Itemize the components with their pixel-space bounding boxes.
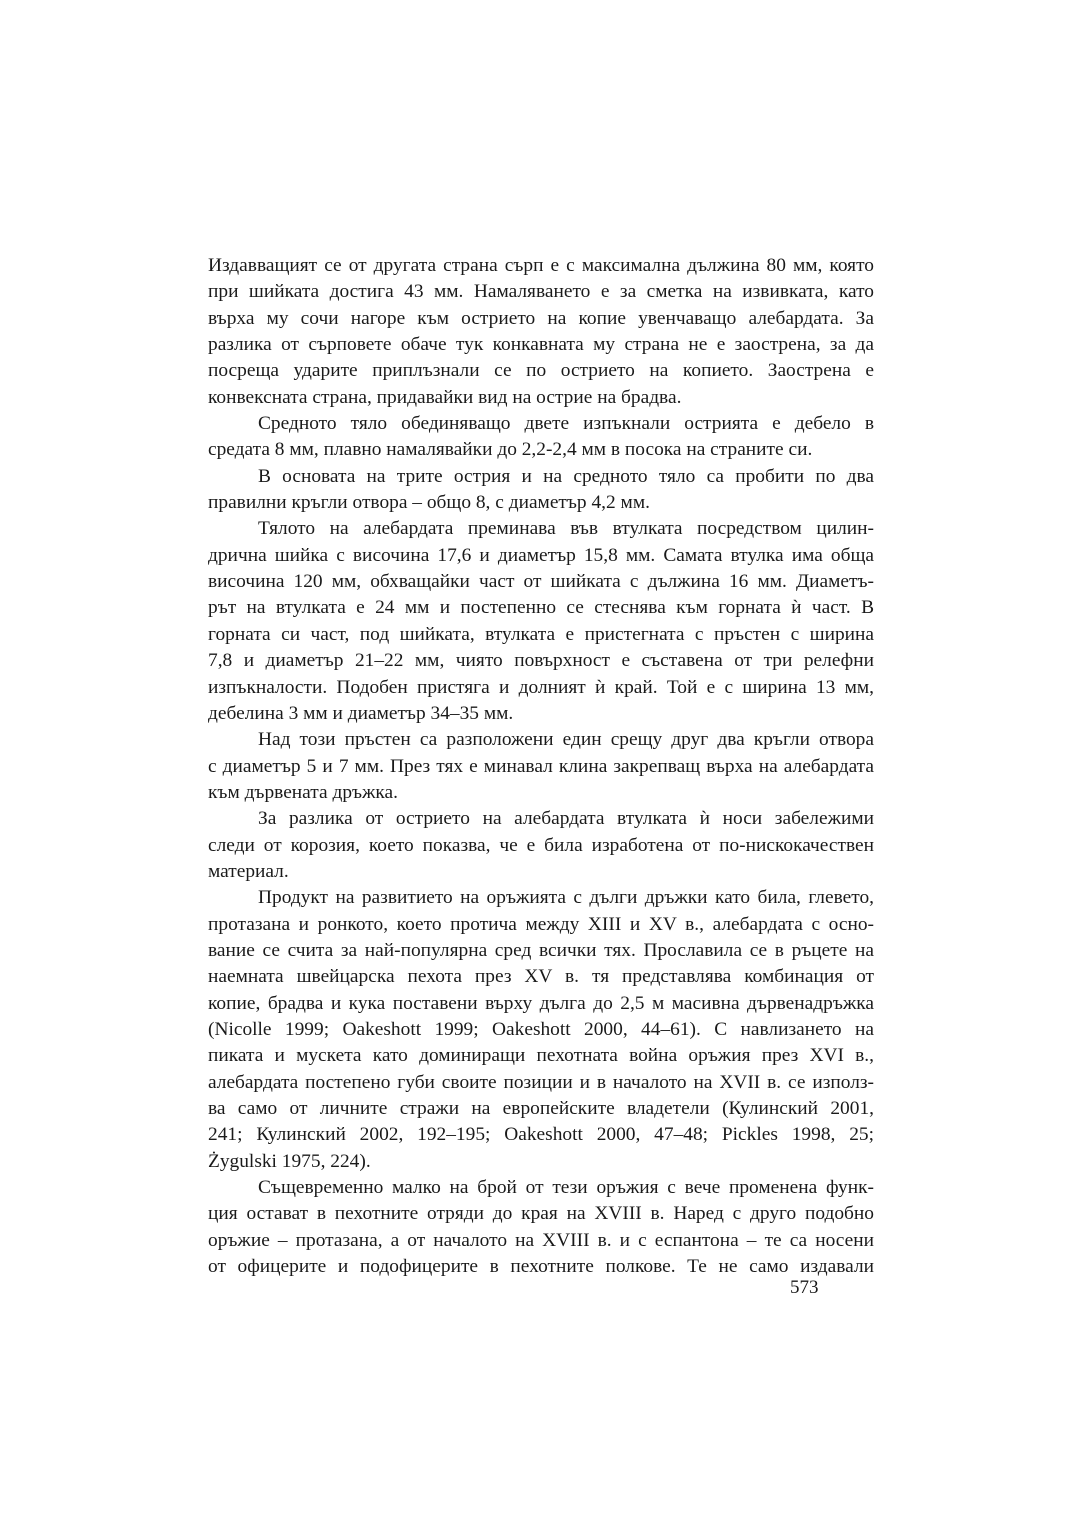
paragraph-3 bbox=[208, 464, 874, 517]
body-text bbox=[208, 253, 874, 1280]
text-line: рът на втулката е 24 мм и постепенно се стеснява към горната ѝ част. В bbox=[208, 597, 874, 619]
text-line: посреща ударите приплъзнали се по острието на копието. Заострена е bbox=[208, 360, 874, 382]
text-line: дрична шийка с височина 17,6 и диаметър 15,8 мм. Самата втулка има обща bbox=[208, 544, 874, 566]
text-line: Средното тяло обединяващо двете изпъкнали острията е дебело в bbox=[258, 413, 874, 435]
text-line: 241; Кулинский 2002, 192–195; Oakeshott 2000, 47–48; Pickles 1998, 25; bbox=[208, 1124, 874, 1146]
text-line: разлика от сърповете обаче тук конкавната му страна не е заострена, за да bbox=[208, 334, 874, 356]
text-line: (Nicolle 1999; Oakeshott 1999; Oakeshott 2000, 44–61). С навлизането на bbox=[208, 1018, 874, 1040]
text-line: наемната швейцарска пехота през XV в. тя представлява комбинация от bbox=[208, 966, 874, 988]
text-line: средата 8 мм, плавно намалявайки до 2,2-2,4 мм в посока на страните си. bbox=[208, 439, 813, 461]
paragraph-5 bbox=[208, 727, 874, 806]
text-line: върха му сочи нагоре към острието на копие увенчаващо алебардата. За bbox=[208, 307, 874, 329]
text-line: ва само от личните стражи на европейските владетели (Кулинский 2001, bbox=[208, 1098, 874, 1119]
paragraph-6 bbox=[208, 806, 874, 885]
text-line: алебардата постепено губи своите позиции и в началото на XVII в. се използ- bbox=[208, 1071, 874, 1093]
paragraph-7 bbox=[208, 885, 874, 1175]
paragraph-2 bbox=[208, 411, 874, 464]
text-line: горната си част, под шийката, втулката е пристегната с пръстен с ширина bbox=[208, 623, 874, 645]
text-line: копие, брадва и кука поставени върху дълга до 2,5 м масивна дървенадръжка bbox=[208, 992, 874, 1014]
text-line: Тялото на алебардата преминава във втулката посредством цилин- bbox=[258, 518, 874, 540]
text-line: Издавващият се от другата страна сърп е с максимална дължина 80 мм, която bbox=[208, 255, 874, 276]
text-line: от офицерите и подофицерите в пехотните полкове. Те не само издавали bbox=[208, 1256, 874, 1278]
text-line: дебелина 3 мм и диаметър 34–35 мм. bbox=[208, 702, 514, 724]
text-line: височина 120 мм, обхващайки част от шийката с дължина 16 мм. Диаметъ- bbox=[208, 571, 874, 593]
text-line: изпъкналости. Подобен пристяга и долният ѝ край. Той е с ширина 13 мм, bbox=[208, 676, 874, 698]
paragraph-4 bbox=[208, 516, 874, 727]
text-line: вание се счита за най-популярна сред всички тях. Прославила се в ръцете на bbox=[208, 939, 874, 961]
text-line: ция остават в пехотните отряди до края на XVIII в. Наред с друго подобно bbox=[208, 1203, 874, 1225]
text-line: следи от корозия, което показва, че е била изработена от по-нискокачествен bbox=[208, 834, 874, 856]
text-line: конвексната страна, придавайки вид на острие на брадва. bbox=[208, 386, 682, 408]
text-line: Żygulski 1975, 224). bbox=[208, 1150, 371, 1172]
paragraph-8 bbox=[208, 1175, 874, 1280]
text-line: при шийката достига 43 мм. Намаляването е за сметка на извивката, като bbox=[208, 281, 874, 303]
text-line: Продукт на развитието на оръжията с дълги дръжки като била, глевето, bbox=[258, 887, 874, 909]
text-line: оръжие – протазана, а от началото на XVIII в. и с еспантона – те са носени bbox=[208, 1229, 874, 1251]
text-line: материал. bbox=[208, 860, 289, 882]
text-line: правилни кръгли отвора – общо 8, с диаметър 4,2 мм. bbox=[208, 492, 650, 514]
text-line: пиката и мускета като доминиращи пехотната война оръжия през XVI в., bbox=[208, 1045, 874, 1067]
text-line: 7,8 и диаметър 21–22 мм, чиято повърхност е съставена от три релефни bbox=[208, 650, 874, 672]
text-line: За разлика от острието на алебардата втулката ѝ носи забележими bbox=[258, 808, 874, 830]
text-line: протазана и ронкото, което протича между XIII и XV в., алебардата с осно- bbox=[208, 913, 874, 935]
text-line: Над този пръстен са разположени един срещу друг два кръгли отвора bbox=[258, 729, 874, 751]
paragraph-1 bbox=[208, 253, 874, 411]
text-line: Същевременно малко на брой от тези оръжия с вече променена функ- bbox=[258, 1177, 874, 1199]
page-number: 573 bbox=[790, 1277, 819, 1298]
text-line: към дървената дръжка. bbox=[208, 781, 399, 803]
text-line: с диаметър 5 и 7 мм. През тях е минавал клина закрепващ върха на алебардата bbox=[208, 755, 874, 777]
text-line: В основата на трите острия и на средното тяло са пробити по два bbox=[258, 465, 874, 487]
